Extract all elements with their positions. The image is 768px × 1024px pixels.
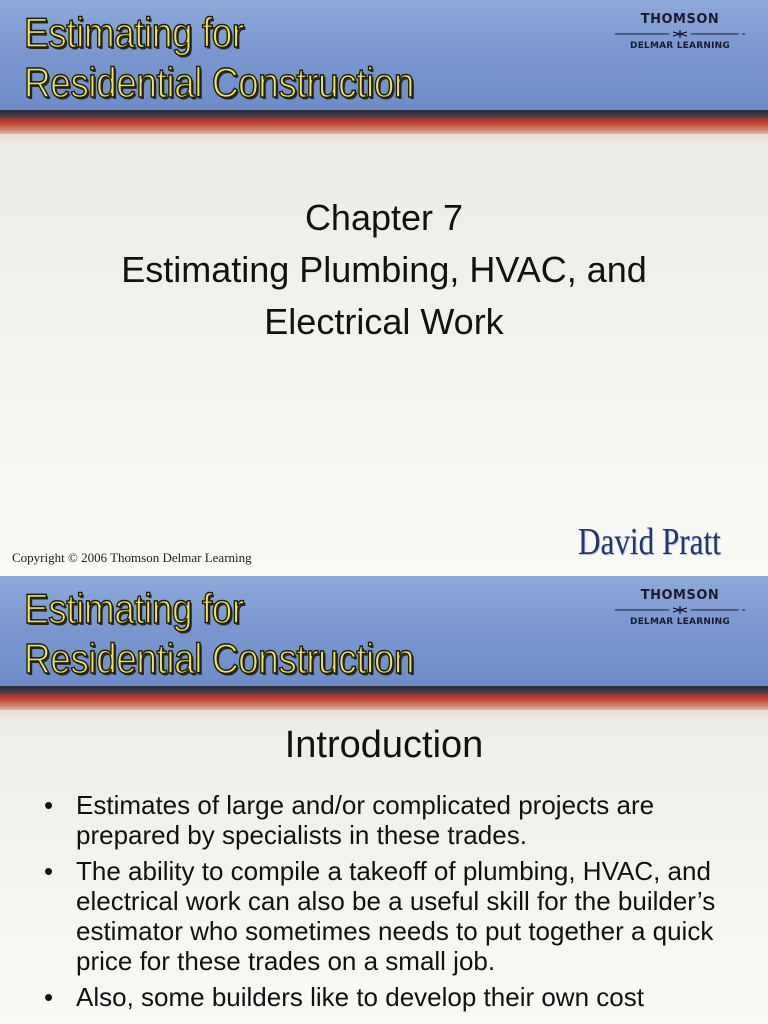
bullet-icon: • [44, 790, 54, 820]
course-title-line-2: Residential Construction [24, 635, 415, 682]
publisher-logo [612, 588, 748, 634]
logo-thomson-text: THOMSON [640, 12, 720, 27]
chapter-subtitle-line-1: Estimating Plumbing, HVAC, and [121, 249, 647, 290]
copyright-notice: Copyright © 2006 Thomson Delmar Learning [12, 550, 252, 565]
publisher-logo [612, 12, 748, 58]
banner-divider [0, 110, 768, 118]
banner-shadow [0, 134, 768, 144]
banner-divider [0, 686, 768, 694]
list-item [44, 790, 744, 850]
introduction-slide [0, 576, 768, 1024]
banner-shadow [0, 710, 768, 720]
bullet-text: Estimates of large and/or complicated projects are prepared by specialists in these trades. [76, 790, 655, 850]
course-title-line-1: Estimating for [24, 9, 244, 56]
header-banner [0, 576, 768, 688]
course-title [24, 584, 467, 684]
bullet-text: The ability to compile a takeoff of plumbing, HVAC, and electrical work can also be a useful skill for the builder’s estimator who sometimes needs to put together a quick price for these trades on a small job. [76, 856, 716, 976]
course-title-line-1: Estimating for [24, 585, 244, 632]
chapter-number: Chapter 7 [304, 197, 464, 238]
course-title [24, 8, 467, 108]
bullet-list [44, 790, 744, 1018]
logo-mark-icon [615, 30, 745, 38]
logo-delmar-text: DELMAR LEARNING [630, 41, 730, 51]
bullet-icon: • [44, 856, 54, 886]
header-banner [0, 0, 768, 112]
logo-mark-icon [615, 606, 745, 614]
banner-accent-stripe [0, 118, 768, 134]
list-item [44, 856, 744, 976]
logo-thomson-text: THOMSON [640, 588, 720, 603]
banner-accent-stripe [0, 694, 768, 710]
bullet-icon: • [44, 982, 54, 1012]
logo-delmar-text: DELMAR LEARNING [630, 617, 730, 627]
chapter-subtitle-line-2: Electrical Work [264, 301, 504, 342]
course-title-line-2: Residential Construction [24, 59, 415, 106]
chapter-title-block [0, 192, 768, 348]
list-item [44, 982, 744, 1012]
author-signature: David Pratt [578, 521, 721, 563]
bullet-text: Also, some builders like to develop their own cost [76, 982, 644, 1012]
slide-heading: Introduction [284, 724, 484, 766]
